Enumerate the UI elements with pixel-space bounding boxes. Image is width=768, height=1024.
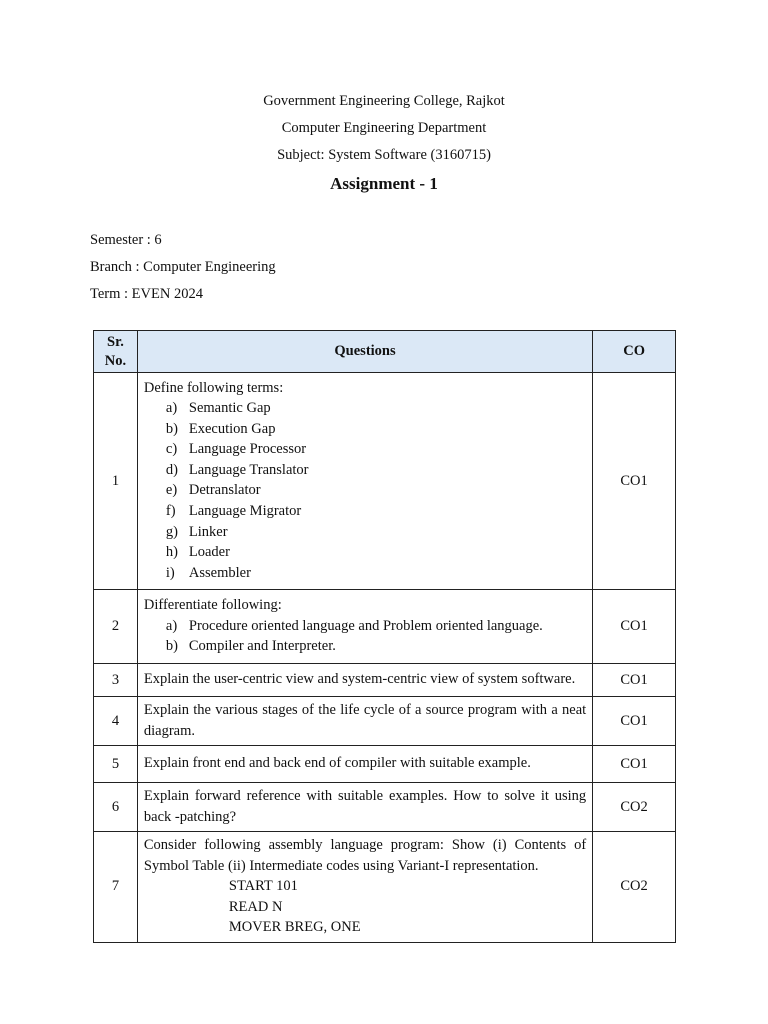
row-sr: 3 [94,664,138,697]
list-item: e) Detranslator [165,482,261,499]
list-item: d) Language Translator [165,461,309,478]
row-co: CO2 [593,783,676,832]
row-co: CO1 [593,697,676,746]
subject-line: Subject: System Software (3160715) [277,147,491,163]
row-sr: 5 [94,746,138,783]
course-meta [90,229,276,310]
question-intro: Differentiate following: [143,597,282,614]
semester-line: Semester : 6 [90,232,162,248]
code-line: START 101 [228,878,298,894]
row-sr: 1 [94,373,138,590]
row-sr: 2 [94,590,138,664]
row-co: CO1 [593,746,676,783]
table-row [94,697,676,746]
document-header [0,90,768,195]
row-co: CO1 [593,590,676,664]
table-row [94,590,676,664]
term-line: Term : EVEN 2024 [90,286,203,302]
header-questions: Questions [137,331,592,373]
sub-item-list [144,398,586,583]
list-item: a) Semantic Gap [165,400,271,417]
row-question: Explain forward reference with suitable examples. How to solve it using back -patching? [137,783,592,832]
assignment-title: Assignment - 1 [330,174,438,193]
list-item: c) Language Processor [165,441,307,458]
row-sr: 4 [94,697,138,746]
table-row [94,373,676,590]
list-item: f) Language Migrator [165,503,302,520]
list-item: g) Linker [165,523,228,540]
table-header-row [94,331,676,373]
list-item: h) Loader [165,544,230,561]
sub-item-list [144,616,586,657]
question-text: Consider following assembly language program: Show (i) Contents of Symbol Table (ii) Intermediate codes using Variant-I representation. [143,837,587,874]
college-name: Government Engineering College, Rajkot [263,93,505,109]
row-co: CO1 [593,373,676,590]
table-row [94,783,676,832]
table-row [94,664,676,697]
list-item: a) Procedure oriented language and Problem oriented language. [165,617,543,634]
row-co: CO1 [593,664,676,697]
row-question: Explain front end and back end of compiler with suitable example. [137,746,592,783]
row-question [137,373,592,590]
table-row [94,832,676,943]
list-item: i) Assembler [165,564,251,581]
header-co: CO [593,331,676,373]
list-item: b) Execution Gap [165,420,276,437]
row-question [137,832,592,943]
row-sr: 6 [94,783,138,832]
question-intro: Define following terms: [143,379,284,396]
row-sr: 7 [94,832,138,943]
header-sr-no: Sr. No. [94,331,138,373]
table-row [94,746,676,783]
row-question: Explain the user-centric view and system-centric view of system software. [137,664,592,697]
list-item: b) Compiler and Interpreter. [165,638,336,655]
questions-table [93,330,676,943]
code-line: MOVER BREG, ONE [228,919,361,935]
row-question [137,590,592,664]
department-name: Computer Engineering Department [281,120,487,136]
row-co: CO2 [593,832,676,943]
branch-line: Branch : Computer Engineering [90,259,276,275]
code-line: READ N [228,898,283,915]
row-question: Explain the various stages of the life cycle of a source program with a neat diagram. [137,697,592,746]
